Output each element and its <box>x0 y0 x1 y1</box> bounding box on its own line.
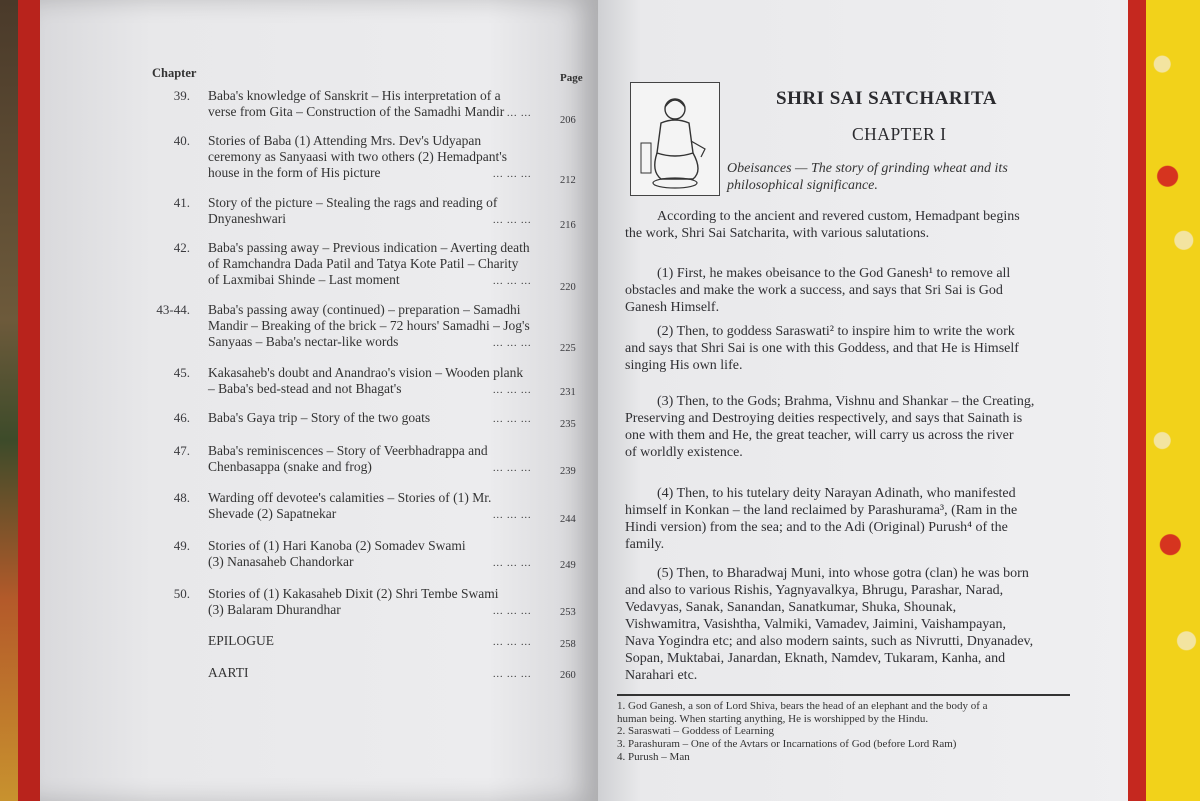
book-title: SHRI SAI SATCHARITA <box>776 88 998 109</box>
toc-leader-dots: ... ... ... <box>493 637 532 648</box>
sai-baba-illustration <box>630 82 720 196</box>
chapter-subtitle <box>727 160 1067 194</box>
toc-entry-number: 49. <box>173 538 190 553</box>
toc-leader-dots: ... ... ... <box>493 338 532 349</box>
paragraph-line: Sopan, Muktabai, Janardan, Eknath, Namdev, Tukaram, Kanha, and <box>625 651 1006 666</box>
paragraph-line: Vishwamitra, Vasishtha, Valmiki, Vamadev, Jaimini, Vaishampayan, <box>625 617 1007 632</box>
paragraph-line: himself in Konkan – the land reclaimed by Parashurama³, (Ram in the <box>625 503 1018 518</box>
paragraph-line: Narahari etc. <box>625 668 698 683</box>
toc-leader-dots: ... ... ... <box>493 108 532 119</box>
toc-entry-line: (3) Nanasaheb Chandorkar <box>208 554 354 569</box>
toc-entry-line: Warding off devotee's calamities – Stories of (1) Mr. <box>208 490 492 505</box>
toc-entry-page: 216 <box>560 220 576 231</box>
toc-entry-line: house in the form of His picture <box>208 165 381 180</box>
footnote-line: 3. Parashuram – One of the Avtars or Incarnations of God (before Lord Ram) <box>617 738 957 750</box>
footnote-rule <box>617 694 1070 696</box>
toc-entry-page: 249 <box>560 560 576 571</box>
toc-entry-line: Stories of (1) Hari Kanoba (2) Somadev Swami <box>208 538 466 553</box>
toc-leader-dots: ... ... ... <box>493 276 532 287</box>
toc-leader-dots: ... ... ... <box>493 414 532 425</box>
paragraph-line: the work, Shri Sai Satcharita, with various salutations. <box>625 226 930 241</box>
toc-entry-page: 231 <box>560 387 576 398</box>
toc-entry-title <box>208 633 543 649</box>
toc-entry-page: 235 <box>560 419 576 430</box>
toc-entry-title <box>208 88 543 120</box>
toc-entry-number: 39. <box>173 88 190 103</box>
toc-entry-number: 40. <box>173 133 190 148</box>
paragraph-line: Ganesh Himself. <box>625 300 720 315</box>
toc-entry-number: 41. <box>173 195 190 210</box>
toc-entry-number: 42. <box>173 240 190 255</box>
toc-entry-title <box>208 665 543 681</box>
toc-entry-title <box>208 240 543 288</box>
toc-leader-dots: ... ... ... <box>493 169 532 180</box>
paragraph-line: (4) Then, to his tutelary deity Narayan Adinath, who manifested <box>657 486 1016 501</box>
toc-entry-number: 48. <box>173 490 190 505</box>
toc-entry-page: 239 <box>560 466 576 477</box>
toc-entry-line: ceremony as Sanyaasi with two others (2) Hemadpant's <box>208 149 507 164</box>
footnote-line: 1. God Ganesh, a son of Lord Shiva, bears the head of an elephant and the body of a <box>617 700 988 712</box>
toc-entry-page: 253 <box>560 607 576 618</box>
toc-entry-line: of Laxmibai Shinde – Last moment <box>208 272 400 287</box>
toc-header-page: Page <box>560 72 583 84</box>
subtitle-line: Obeisances — The story of grinding wheat and its <box>727 161 1008 176</box>
toc-entry-line: Dnyaneshwari <box>208 211 286 226</box>
toc-entry-line: EPILOGUE <box>208 633 274 648</box>
toc-leader-dots: ... ... ... <box>493 385 532 396</box>
body-paragraph <box>625 208 1070 242</box>
paragraph-line: (3) Then, to the Gods; Brahma, Vishnu and Shankar – the Creating, <box>657 394 1035 409</box>
paragraph-line: (1) First, he makes obeisance to the God Ganesh¹ to remove all <box>657 266 1011 281</box>
book-cover-right <box>1128 0 1148 801</box>
footnote <box>617 700 1077 725</box>
toc-entry-title <box>208 133 543 181</box>
toc-entry-title <box>208 365 543 397</box>
toc-entry-number: 46. <box>173 410 190 425</box>
toc-entry-page: 212 <box>560 175 576 186</box>
body-paragraph <box>625 393 1070 461</box>
toc-entry-number: 47. <box>173 443 190 458</box>
toc-entry-line: of Ramchandra Dada Patil and Tatya Kote Patil – Charity <box>208 256 519 271</box>
body-paragraph <box>625 565 1070 684</box>
footnote <box>617 738 1077 751</box>
toc-entry-line: – Baba's bed-stead and not Bhagat's <box>208 381 402 396</box>
toc-entry-line: Sanyaas – Baba's nectar-like words <box>208 334 399 349</box>
toc-entry-title <box>208 538 543 570</box>
paragraph-line: Nava Yogindra etc; and also modern saints, such as Nivrutti, Dnyanadev, <box>625 634 1034 649</box>
paragraph-line: Preserving and Destroying deities respectively, and says that Sainath is <box>625 411 1023 426</box>
toc-entry-title <box>208 410 543 426</box>
toc-entry-line: Shevade (2) Sapatnekar <box>208 506 337 521</box>
toc-entry-page: 206 <box>560 115 576 126</box>
toc-entry-line: Baba's knowledge of Sanskrit – His interpretation of a <box>208 88 501 103</box>
paragraph-line: family. <box>625 537 665 552</box>
toc-entry-page: 244 <box>560 514 576 525</box>
body-paragraph <box>625 265 1070 316</box>
toc-entry-page: 225 <box>560 343 576 354</box>
toc-leader-dots: ... ... ... <box>493 669 532 680</box>
toc-entry-line: Baba's Gaya trip – Story of the two goats <box>208 410 431 425</box>
decorative-fabric <box>1146 0 1200 801</box>
paragraph-line: Hindi version) from the sea; and to the Adi (Original) Purush⁴ of the <box>625 520 1008 535</box>
toc-entry-line: Baba's reminiscences – Story of Veerbhadrappa and <box>208 443 488 458</box>
body-paragraph <box>625 485 1070 553</box>
toc-entry-page: 260 <box>560 670 576 681</box>
paragraph-line: of worldly existence. <box>625 445 743 460</box>
toc-entry-title <box>208 443 543 475</box>
paragraph-line: and says that Shri Sai is one with this Goddess, and that He is Himself <box>625 341 1019 356</box>
footnote-line: 2. Saraswati – Goddess of Learning <box>617 725 775 737</box>
paragraph-line: (5) Then, to Bharadwaj Muni, into whose gotra (clan) he was born <box>657 566 1029 581</box>
footnote-line: 4. Purush – Man <box>617 751 690 763</box>
toc-entry-number: 50. <box>173 586 190 601</box>
toc-leader-dots: ... ... ... <box>493 510 532 521</box>
toc-leader-dots: ... ... ... <box>493 463 532 474</box>
footnote <box>617 751 1077 764</box>
toc-entry-line: Stories of Baba (1) Attending Mrs. Dev's Udyapan <box>208 133 482 148</box>
body-paragraph <box>625 323 1070 374</box>
toc-entry-number: 43-44. <box>156 302 190 317</box>
paragraph-line: According to the ancient and revered custom, Hemadpant begins <box>657 209 1020 224</box>
toc-entry-line: verse from Gita – Construction of the Samadhi Mandir <box>208 104 505 119</box>
toc-entry-line: (3) Balaram Dhurandhar <box>208 602 341 617</box>
paragraph-line: singing His own life. <box>625 358 743 373</box>
toc-entry-line: Chenbasappa (snake and frog) <box>208 459 372 474</box>
footnote-line: human being. When starting anything, He is worshipped by the Hindu. <box>617 712 929 725</box>
toc-entry-title <box>208 302 543 350</box>
toc-leader-dots: ... ... ... <box>493 558 532 569</box>
toc-entry-line: Story of the picture – Stealing the rags and reading of <box>208 195 498 210</box>
toc-entry-title <box>208 195 543 227</box>
subtitle-line: philosophical significance. <box>727 178 878 193</box>
toc-entry-page: 258 <box>560 639 576 650</box>
toc-entry-line: Baba's passing away (continued) – preparation – Samadhi <box>208 302 521 317</box>
toc-leader-dots: ... ... ... <box>493 606 532 617</box>
paragraph-line: Vedavyas, Sanak, Sanandan, Sanatkumar, Shuka, Shounak, <box>625 600 957 615</box>
toc-entry-line: Kakasaheb's doubt and Anandrao's vision – Wooden plank <box>208 365 524 380</box>
chapter-heading: CHAPTER I <box>852 124 947 144</box>
paragraph-line: and also to various Rishis, Yagnyavalkya, Bhrugu, Parashar, Narad, <box>625 583 1004 598</box>
toc-entry-line: Mandir – Breaking of the brick – 72 hours' Samadhi – Jog's <box>208 318 530 333</box>
footnote <box>617 725 1077 738</box>
toc-entry-page: 220 <box>560 282 576 293</box>
toc-entry-title <box>208 490 543 522</box>
toc-entry-line: Baba's passing away – Previous indication – Averting death <box>208 240 530 255</box>
toc-entry-line: AARTI <box>208 665 249 680</box>
toc-leader-dots: ... ... ... <box>493 215 532 226</box>
toc-entry-number: 45. <box>173 365 190 380</box>
paragraph-line: obstacles and make the work a success, and says that Sri Sai is God <box>625 283 1003 298</box>
paragraph-line: (2) Then, to goddess Saraswati² to inspire him to write the work <box>657 324 1015 339</box>
paragraph-line: one with them and He, the great teacher, will carry us across the river <box>625 428 1014 443</box>
toc-entry-line: Stories of (1) Kakasaheb Dixit (2) Shri Tembe Swami <box>208 586 499 601</box>
toc-entry-title <box>208 586 543 618</box>
toc-header-chapter: Chapter <box>152 66 197 80</box>
